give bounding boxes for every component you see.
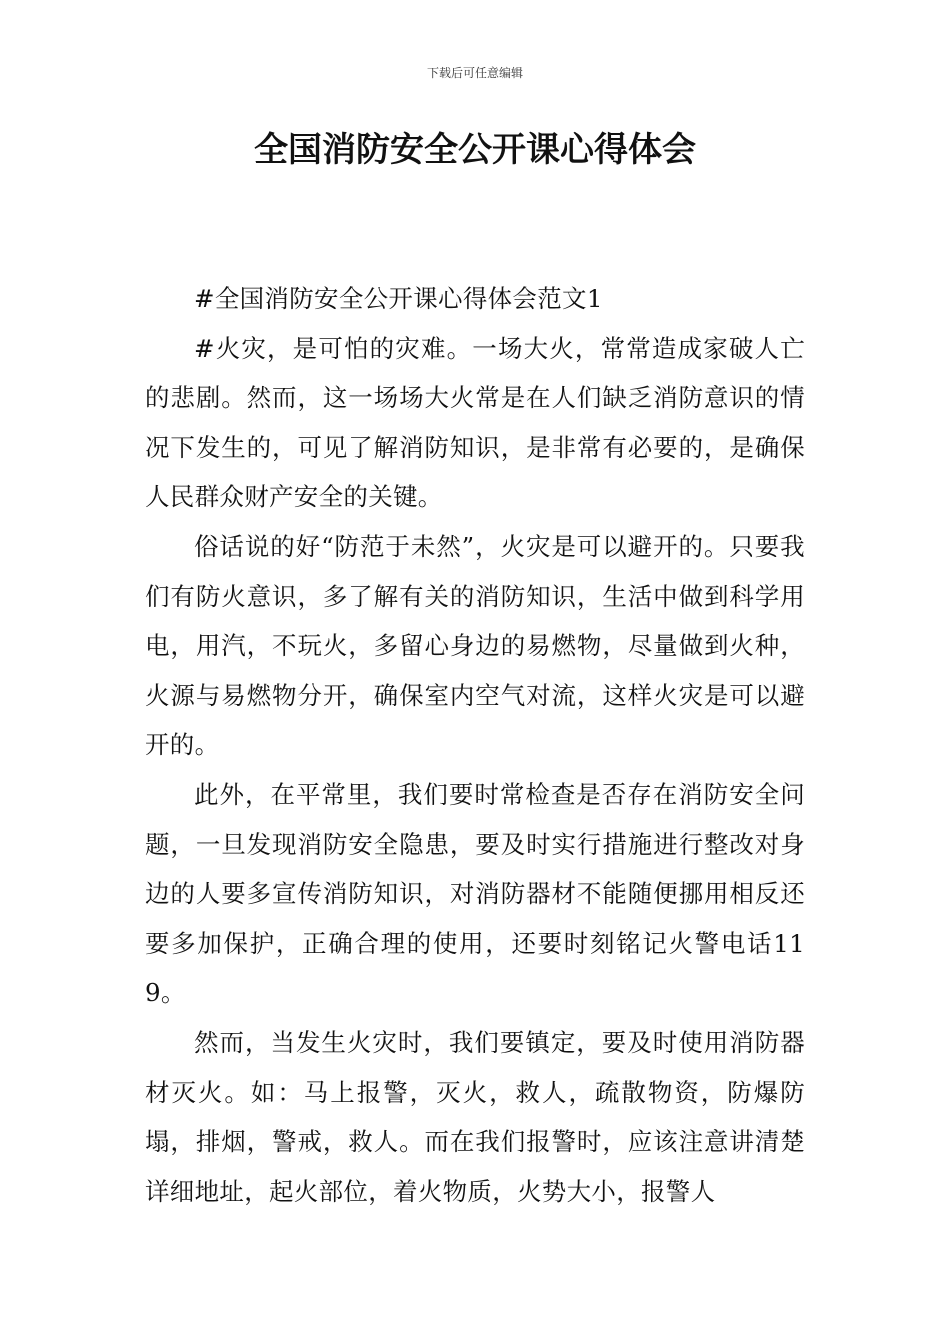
paragraph: 俗话说的好“防范于未然”，火灾是可以避开的。只要我们有防火意识，多了解有关的消防知识，生活中做到科学用电，用汽，不玩火，多留心身边的易燃物，尽量做到火种，火源与易燃物分开，确保室内空气对流，这样火灾是可以避开的。 bbox=[145, 531, 805, 760]
paragraph-heading: #全国消防安全公开课心得体会范文1 bbox=[194, 284, 603, 313]
document-title: 全国消防安全公开课心得体会 bbox=[254, 130, 696, 170]
paragraph: 此外，在平常里，我们要时常检查是否存在消防安全问题，一旦发现消防安全隐患，要及时实行措施进行整改对身边的人要多宣传消防知识，对消防器材不能随便挪用相反还要多加保护，正确合理的使用，还要时刻铭记火警电话119。 bbox=[145, 779, 805, 1008]
paragraph: #火灾，是可怕的灾难。一场大火，常常造成家破人亡的悲剧。然而，这一场场大火常是在人们缺乏消防意识的情况下发生的，可见了解消防知识，是非常有必要的，是确保人民群众财产安全的关键。 bbox=[145, 333, 805, 512]
paragraph: 然而，当发生火灾时，我们要镇定，要及时使用消防器材灭火。如：马上报警，灭火，救人，疏散物资，防爆防塌，排烟，警戒，救人。而在我们报警时，应该注意讲清楚详细地址，起火部位，着火物质，火势大小，报警人 bbox=[145, 1027, 805, 1206]
document-body bbox=[145, 274, 805, 1216]
header-note: 下载后可任意编辑 bbox=[426, 66, 523, 80]
